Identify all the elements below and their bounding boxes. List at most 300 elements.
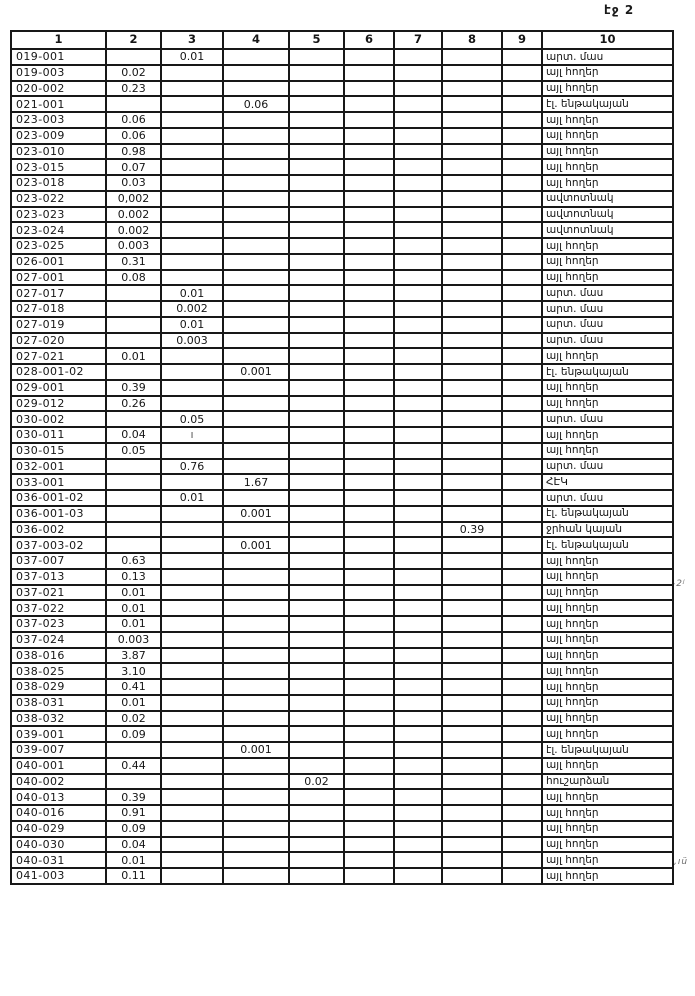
parcel-code: 036-001-03 <box>11 506 106 522</box>
table-row <box>11 159 673 175</box>
value-col5 <box>289 301 344 317</box>
value-col6 <box>344 837 394 853</box>
value-col9 <box>502 159 542 175</box>
value-col6 <box>344 348 394 364</box>
value-col7 <box>394 191 442 207</box>
parcel-code: 038-032 <box>11 711 106 727</box>
land-use-label: էլ. ենթակայան <box>542 96 673 112</box>
table-row <box>11 49 673 65</box>
value-col3: 0.01 <box>161 490 223 506</box>
value-col4 <box>223 128 289 144</box>
parcel-code: 037-022 <box>11 600 106 616</box>
value-col7 <box>394 805 442 821</box>
land-use-label: այլ հողեր <box>542 695 673 711</box>
value-col9 <box>502 396 542 412</box>
value-col6 <box>344 600 394 616</box>
value-col9 <box>502 443 542 459</box>
land-use-label: արտ. մաս <box>542 490 673 506</box>
value-col3 <box>161 65 223 81</box>
value-col2: 0.09 <box>106 726 161 742</box>
table-row <box>11 128 673 144</box>
value-col5 <box>289 270 344 286</box>
value-col2: 0.98 <box>106 144 161 160</box>
value-col3 <box>161 159 223 175</box>
parcel-code: 020-002 <box>11 81 106 97</box>
value-col3 <box>161 270 223 286</box>
value-col9 <box>502 774 542 790</box>
value-col4 <box>223 569 289 585</box>
value-col6 <box>344 364 394 380</box>
value-col9 <box>502 805 542 821</box>
value-col6 <box>344 616 394 632</box>
value-col6 <box>344 380 394 396</box>
value-col7 <box>394 207 442 223</box>
land-use-label: այլ հողեր <box>542 852 673 868</box>
land-use-label: այլ հողեր <box>542 837 673 853</box>
column-header: 6 <box>344 31 394 49</box>
value-col9 <box>502 333 542 349</box>
land-use-label: այլ հողեր <box>542 585 673 601</box>
value-col3 <box>161 175 223 191</box>
value-col3 <box>161 207 223 223</box>
parcel-code: 038-029 <box>11 679 106 695</box>
value-col7 <box>394 301 442 317</box>
value-col5 <box>289 553 344 569</box>
value-col2 <box>106 506 161 522</box>
value-col2: 0.41 <box>106 679 161 695</box>
value-col8 <box>442 348 502 364</box>
value-col5 <box>289 207 344 223</box>
table-row <box>11 301 673 317</box>
land-use-label: այլ հողեր <box>542 663 673 679</box>
value-col5 <box>289 285 344 301</box>
value-col3 <box>161 805 223 821</box>
value-col6 <box>344 317 394 333</box>
value-col9 <box>502 459 542 475</box>
value-col8 <box>442 301 502 317</box>
value-col2: 0,002 <box>106 191 161 207</box>
value-col3 <box>161 616 223 632</box>
table-row <box>11 333 673 349</box>
value-col2: 0.003 <box>106 238 161 254</box>
table-row <box>11 144 673 160</box>
parcel-code: 037-023 <box>11 616 106 632</box>
land-use-label: արտ. մաս <box>542 317 673 333</box>
value-col6 <box>344 207 394 223</box>
value-col2: 0.03 <box>106 175 161 191</box>
value-col2: 0.01 <box>106 585 161 601</box>
value-col4 <box>223 207 289 223</box>
column-header: 5 <box>289 31 344 49</box>
land-use-label: ջրհան կայան <box>542 522 673 538</box>
parcel-code: 027-001 <box>11 270 106 286</box>
value-col3: 0.002 <box>161 301 223 317</box>
table-row <box>11 222 673 238</box>
value-col5 <box>289 852 344 868</box>
value-col2: 0.11 <box>106 868 161 884</box>
land-use-label: այլ հողեր <box>542 805 673 821</box>
value-col6 <box>344 726 394 742</box>
table-row <box>11 663 673 679</box>
value-col6 <box>344 254 394 270</box>
value-col4 <box>223 852 289 868</box>
column-header: 9 <box>502 31 542 49</box>
value-col4 <box>223 270 289 286</box>
value-col7 <box>394 144 442 160</box>
parcel-code: 023-015 <box>11 159 106 175</box>
value-col2: 0.44 <box>106 758 161 774</box>
value-col5 <box>289 112 344 128</box>
value-col9 <box>502 474 542 490</box>
value-col9 <box>502 175 542 191</box>
value-col5 <box>289 254 344 270</box>
table-row <box>11 679 673 695</box>
parcel-code: 036-001-02 <box>11 490 106 506</box>
land-use-label: այլ հողեր <box>542 789 673 805</box>
value-col8 <box>442 758 502 774</box>
value-col9 <box>502 711 542 727</box>
value-col8 <box>442 285 502 301</box>
value-col8 <box>442 821 502 837</box>
value-col8 <box>442 726 502 742</box>
value-col2: 0.01 <box>106 695 161 711</box>
value-col4 <box>223 159 289 175</box>
value-col8 <box>442 805 502 821</box>
value-col9 <box>502 285 542 301</box>
value-col4: 0.001 <box>223 364 289 380</box>
value-col9 <box>502 348 542 364</box>
table-row <box>11 459 673 475</box>
value-col3 <box>161 711 223 727</box>
value-col7 <box>394 695 442 711</box>
value-col8 <box>442 144 502 160</box>
value-col9 <box>502 679 542 695</box>
parcel-code: 037-007 <box>11 553 106 569</box>
value-col5 <box>289 679 344 695</box>
table-row <box>11 254 673 270</box>
value-col5 <box>289 726 344 742</box>
value-col9 <box>502 522 542 538</box>
land-use-label: այլ հողեր <box>542 270 673 286</box>
land-use-label: այլ հողեր <box>542 443 673 459</box>
value-col6 <box>344 96 394 112</box>
value-col4 <box>223 301 289 317</box>
value-col9 <box>502 726 542 742</box>
value-col9 <box>502 380 542 396</box>
value-col9 <box>502 537 542 553</box>
table-row <box>11 774 673 790</box>
value-col7 <box>394 128 442 144</box>
value-col6 <box>344 805 394 821</box>
value-col4 <box>223 65 289 81</box>
value-col8 <box>442 679 502 695</box>
land-use-label: այլ հողեր <box>542 758 673 774</box>
value-col5 <box>289 222 344 238</box>
value-col7 <box>394 679 442 695</box>
land-use-label: ավտոտնակ <box>542 207 673 223</box>
value-col6 <box>344 191 394 207</box>
column-header: 8 <box>442 31 502 49</box>
table-row <box>11 396 673 412</box>
value-col5 <box>289 364 344 380</box>
value-col2 <box>106 459 161 475</box>
value-col6 <box>344 333 394 349</box>
value-col9 <box>502 65 542 81</box>
value-col6 <box>344 632 394 648</box>
value-col8 <box>442 537 502 553</box>
value-col7 <box>394 459 442 475</box>
value-col8 <box>442 207 502 223</box>
parcel-code: 037-021 <box>11 585 106 601</box>
value-col2: 0.04 <box>106 427 161 443</box>
value-col7 <box>394 852 442 868</box>
value-col4 <box>223 522 289 538</box>
table-header <box>11 31 673 49</box>
value-col9 <box>502 742 542 758</box>
value-col7 <box>394 711 442 727</box>
value-col5 <box>289 522 344 538</box>
table-row <box>11 758 673 774</box>
table-row <box>11 837 673 853</box>
value-col9 <box>502 600 542 616</box>
value-col7 <box>394 553 442 569</box>
table-row <box>11 632 673 648</box>
value-col2: 0.002 <box>106 222 161 238</box>
value-col6 <box>344 506 394 522</box>
value-col2: 0.08 <box>106 270 161 286</box>
value-col3 <box>161 96 223 112</box>
value-col8 <box>442 396 502 412</box>
value-col4 <box>223 222 289 238</box>
value-col9 <box>502 254 542 270</box>
value-col5 <box>289 144 344 160</box>
value-col3 <box>161 821 223 837</box>
value-col8 <box>442 317 502 333</box>
value-col8 <box>442 585 502 601</box>
value-col9 <box>502 49 542 65</box>
land-use-label: ավտոտնակ <box>542 222 673 238</box>
value-col8 <box>442 159 502 175</box>
value-col2 <box>106 301 161 317</box>
value-col4 <box>223 443 289 459</box>
value-col7 <box>394 238 442 254</box>
value-col2: 0.39 <box>106 789 161 805</box>
land-use-label: այլ հողեր <box>542 380 673 396</box>
value-col4 <box>223 585 289 601</box>
value-col3 <box>161 348 223 364</box>
value-col2: 0.39 <box>106 380 161 396</box>
value-col4 <box>223 380 289 396</box>
value-col8 <box>442 443 502 459</box>
table-row <box>11 726 673 742</box>
value-col2 <box>106 333 161 349</box>
table-row <box>11 443 673 459</box>
value-col8 <box>442 742 502 758</box>
value-col6 <box>344 758 394 774</box>
value-col3 <box>161 537 223 553</box>
land-parcel-table <box>10 30 674 885</box>
value-col9 <box>502 96 542 112</box>
value-col3 <box>161 506 223 522</box>
land-use-label: արտ. մաս <box>542 459 673 475</box>
table-row <box>11 411 673 427</box>
value-col8 <box>442 96 502 112</box>
value-col7 <box>394 585 442 601</box>
value-col6 <box>344 821 394 837</box>
table-row <box>11 96 673 112</box>
value-col9 <box>502 191 542 207</box>
parcel-code: 019-003 <box>11 65 106 81</box>
table-row <box>11 648 673 664</box>
value-col4 <box>223 821 289 837</box>
value-col2 <box>106 411 161 427</box>
value-col5 <box>289 333 344 349</box>
value-col4 <box>223 805 289 821</box>
value-col2: 0.01 <box>106 348 161 364</box>
value-col9 <box>502 317 542 333</box>
value-col4 <box>223 789 289 805</box>
value-col7 <box>394 348 442 364</box>
value-col6 <box>344 490 394 506</box>
parcel-code: 037-003-02 <box>11 537 106 553</box>
value-col3 <box>161 128 223 144</box>
value-col5 <box>289 490 344 506</box>
value-col3 <box>161 726 223 742</box>
value-col2: 0.07 <box>106 159 161 175</box>
value-col7 <box>394 396 442 412</box>
parcel-code: 029-012 <box>11 396 106 412</box>
value-col2: 0.002 <box>106 207 161 223</box>
value-col6 <box>344 270 394 286</box>
value-col6 <box>344 411 394 427</box>
value-col4 <box>223 285 289 301</box>
value-col5 <box>289 663 344 679</box>
value-col5 <box>289 837 344 853</box>
value-col4 <box>223 695 289 711</box>
parcel-code: 040-030 <box>11 837 106 853</box>
value-col8 <box>442 333 502 349</box>
value-col7 <box>394 616 442 632</box>
value-col8 <box>442 65 502 81</box>
parcel-code: 023-003 <box>11 112 106 128</box>
value-col8 <box>442 411 502 427</box>
value-col9 <box>502 301 542 317</box>
value-col8 <box>442 112 502 128</box>
value-col8 <box>442 711 502 727</box>
land-use-label: արտ. մաս <box>542 285 673 301</box>
value-col5 <box>289 632 344 648</box>
value-col3 <box>161 443 223 459</box>
value-col3: 0.01 <box>161 49 223 65</box>
value-col9 <box>502 648 542 664</box>
table-row <box>11 569 673 585</box>
value-col6 <box>344 427 394 443</box>
parcel-code: 036-002 <box>11 522 106 538</box>
value-col5 <box>289 821 344 837</box>
value-col7 <box>394 600 442 616</box>
value-col9 <box>502 821 542 837</box>
value-col6 <box>344 648 394 664</box>
value-col7 <box>394 490 442 506</box>
value-col4: 0.001 <box>223 742 289 758</box>
value-col2: 0.02 <box>106 711 161 727</box>
value-col3 <box>161 663 223 679</box>
value-col7 <box>394 443 442 459</box>
page-number-label: էջ 2 <box>604 3 635 17</box>
value-col8 <box>442 191 502 207</box>
value-col2: 0.04 <box>106 837 161 853</box>
land-use-label: այլ հողեր <box>542 632 673 648</box>
parcel-code: 033-001 <box>11 474 106 490</box>
table-row <box>11 474 673 490</box>
value-col9 <box>502 585 542 601</box>
value-col6 <box>344 569 394 585</box>
value-col4 <box>223 427 289 443</box>
value-col9 <box>502 837 542 853</box>
value-col5 <box>289 65 344 81</box>
value-col5 <box>289 159 344 175</box>
value-col2: 0.26 <box>106 396 161 412</box>
land-use-label: այլ հողեր <box>542 128 673 144</box>
value-col7 <box>394 868 442 884</box>
value-col5 <box>289 758 344 774</box>
value-col6 <box>344 49 394 65</box>
value-col5 <box>289 348 344 364</box>
value-col4 <box>223 191 289 207</box>
land-use-label: ավտոտնակ <box>542 191 673 207</box>
land-use-label: այլ հողեր <box>542 648 673 664</box>
column-header: 10 <box>542 31 673 49</box>
column-header: 4 <box>223 31 289 49</box>
value-col3 <box>161 222 223 238</box>
value-col8 <box>442 222 502 238</box>
value-col4 <box>223 774 289 790</box>
parcel-code: 023-010 <box>11 144 106 160</box>
land-use-label: այլ հողեր <box>542 348 673 364</box>
value-col9 <box>502 553 542 569</box>
column-header: 7 <box>394 31 442 49</box>
value-col7 <box>394 742 442 758</box>
value-col5: 0.02 <box>289 774 344 790</box>
value-col8 <box>442 364 502 380</box>
value-col9 <box>502 270 542 286</box>
value-col6 <box>344 396 394 412</box>
value-col8 <box>442 648 502 664</box>
table-row <box>11 317 673 333</box>
value-col7 <box>394 537 442 553</box>
value-col3 <box>161 427 223 443</box>
value-col5 <box>289 238 344 254</box>
value-col6 <box>344 537 394 553</box>
value-col6 <box>344 459 394 475</box>
parcel-code: 040-029 <box>11 821 106 837</box>
parcel-code: 023-018 <box>11 175 106 191</box>
land-use-label: այլ հողեր <box>542 254 673 270</box>
parcel-code: 041-003 <box>11 868 106 884</box>
value-col2 <box>106 522 161 538</box>
value-col8 <box>442 49 502 65</box>
value-col3 <box>161 837 223 853</box>
table-row <box>11 711 673 727</box>
column-header: 3 <box>161 31 223 49</box>
land-use-label: այլ հողեր <box>542 600 673 616</box>
land-use-label: այլ հողեր <box>542 569 673 585</box>
handwritten-margin-mark: -2ʲ <box>672 579 686 589</box>
value-col3: 0.003 <box>161 333 223 349</box>
value-col6 <box>344 238 394 254</box>
land-use-label: այլ հողեր <box>542 726 673 742</box>
value-col5 <box>289 648 344 664</box>
